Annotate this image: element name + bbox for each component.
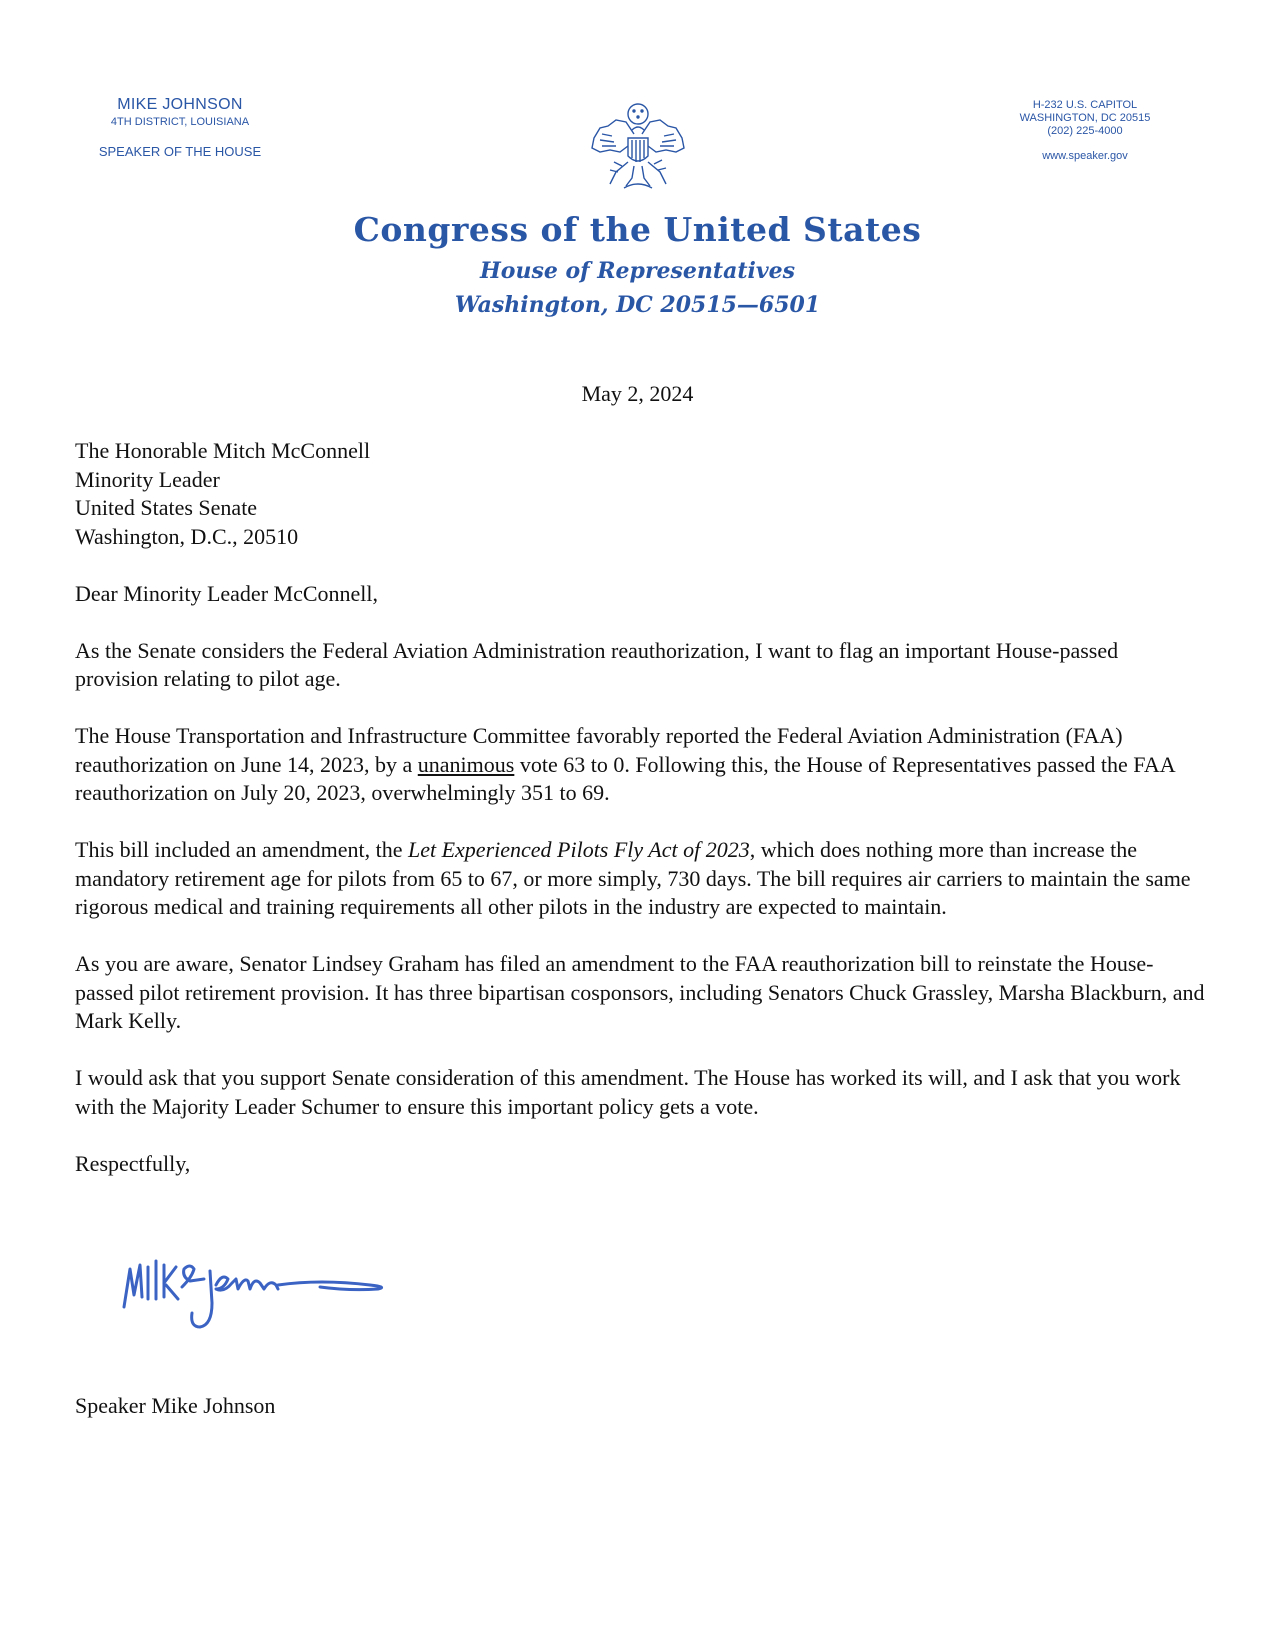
paragraph-2-text: The House Transportation and Infrastructure Committee favorably reported the Federal Aviation Administration (FAA) reauthorization on June 14, 2023, by a	[75, 723, 1123, 777]
office-address-line1: H-232 U.S. CAPITOL	[1032, 99, 1138, 111]
recipient-line: United States Senate	[75, 495, 258, 520]
masthead-address: Washington, DC 20515—6501	[454, 292, 821, 318]
masthead-house: House of Representatives	[479, 258, 796, 284]
office-website-link[interactable]: www.speaker.gov	[1042, 150, 1128, 162]
act-title: Let Experienced Pilots Fly Act of 2023	[407, 837, 750, 862]
office-phone: (202) 225-4000	[1047, 125, 1123, 137]
sender-district: 4TH DISTRICT, LOUISIANA	[110, 116, 250, 128]
recipient-line: Minority Leader	[75, 466, 220, 492]
closing: Respectfully,	[75, 1150, 191, 1176]
sender-name: MIKE JOHNSON	[117, 96, 243, 113]
paragraph-3-text: This bill included an amendment, the	[75, 837, 408, 862]
paragraph-3	[75, 836, 1205, 922]
paragraph-5: I would ask that you support Senate consideration of this amendment. The House has worked its will, and I ask that you work with the Majority Leader Schumer to ensure this important policy gets a vote.	[75, 1065, 1181, 1119]
paragraph-2-text: vote 63 to 0. Following this, the House of Representatives passed the FAA reauthorization on July 20, 2023, overwhelmingly 351 to 69.	[75, 751, 1175, 805]
letterhead-left	[80, 96, 280, 159]
sender-title: SPEAKER OF THE HOUSE	[98, 144, 262, 159]
letter-date: May 2, 2024	[581, 381, 694, 406]
office-address-line2: WASHINGTON, DC 20515	[1019, 112, 1151, 124]
signer-name: Speaker Mike Johnson	[75, 1393, 276, 1418]
salutation: Dear Minority Leader McConnell,	[75, 580, 379, 606]
recipient-block	[75, 437, 1205, 551]
letter-body	[75, 437, 1205, 1207]
paragraph-1: As the Senate considers the Federal Aviation Administration reauthorization, I want to flag an important House-passed provision relating to pilot age.	[75, 637, 1119, 691]
recipient-line: Washington, D.C., 20510	[75, 523, 299, 549]
masthead	[300, 210, 975, 320]
paragraph-2	[75, 722, 1205, 808]
underlined-unanimous: unanimous	[417, 751, 515, 777]
great-seal-eagle-icon	[586, 100, 690, 198]
paragraph-3-text: , which does nothing more than increase the mandatory retirement age for pilots from 65 to 67, or more simply, 730 days. The bill requires air carriers to maintain the same rigorous medical and training requirements all other pilots in the industry are expected to maintain.	[75, 837, 1191, 919]
handwritten-signature	[120, 1255, 400, 1335]
masthead-congress: Congress of the United States	[353, 210, 922, 249]
letterhead-right	[985, 99, 1185, 163]
paragraph-4: As you are aware, Senator Lindsey Graham has filed an amendment to the FAA reauthorization bill to reinstate the House-passed pilot retirement provision. It has three bipartisan cosponsors, including Senators Chuck Grassley, Marsha Blackburn, and Mark Kelly.	[75, 951, 1205, 1033]
recipient-line: The Honorable Mitch McConnell	[75, 438, 371, 463]
